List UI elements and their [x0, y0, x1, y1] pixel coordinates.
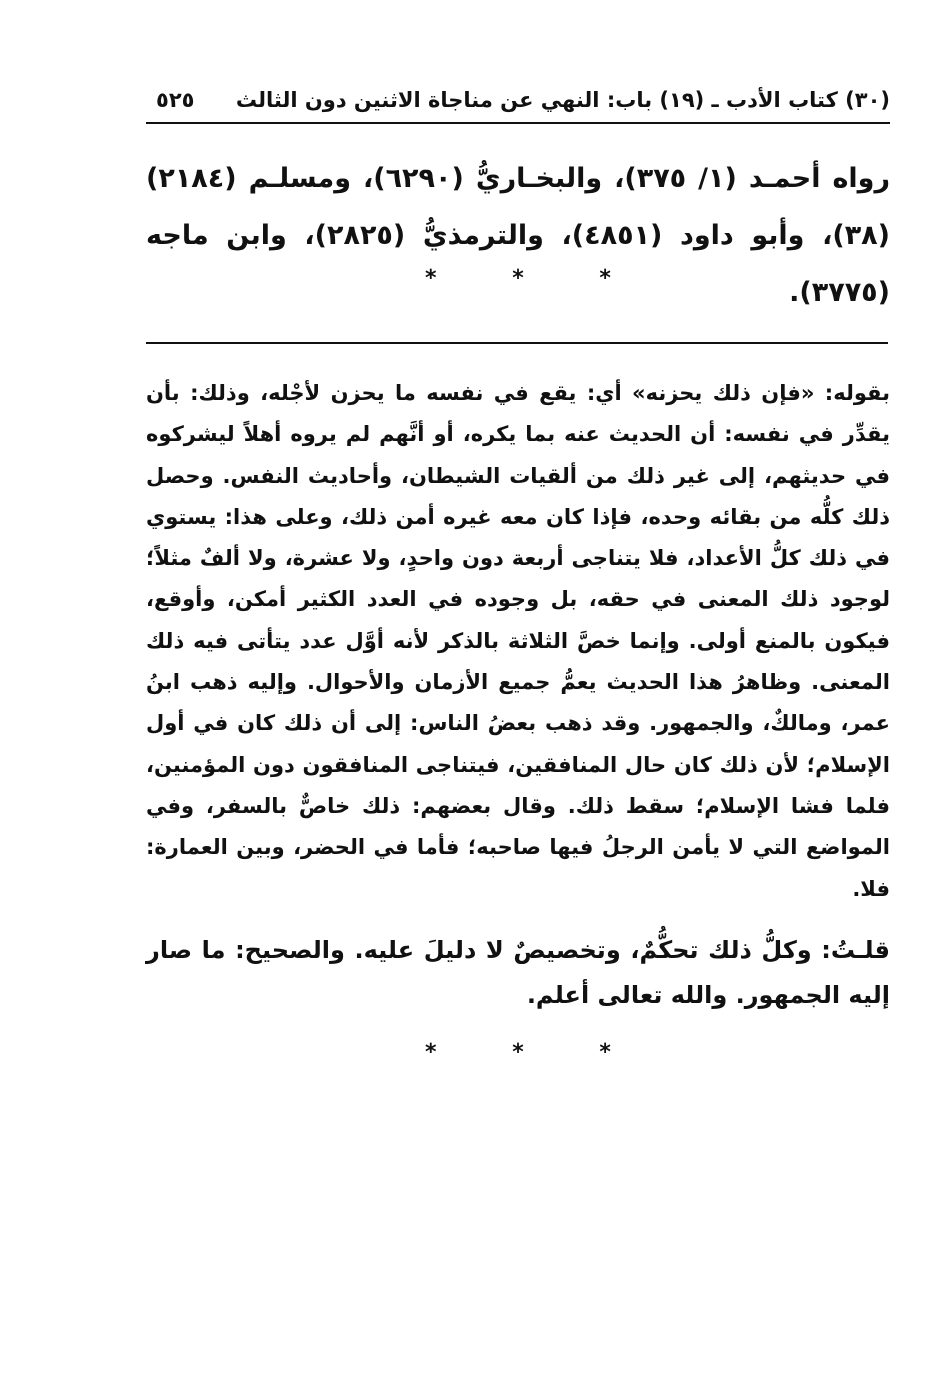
star-separator-top	[146, 266, 890, 291]
section-divider	[146, 342, 888, 344]
conclusion-paragraph: قلـتُ: وكلُّ ذلك تحكُّمٌ، وتخصيصٌ لا دليلَ عليه. والصحيح: ما صار إليه الجمهور. والله تعالى أعلم.	[146, 936, 890, 1009]
star-icon: *	[599, 266, 611, 291]
chapter-title: (٣٠) كتاب الأدب ـ (١٩) باب: النهي عن مناجاة الاثنين دون الثالث	[235, 88, 890, 112]
hadith-reference: رواه أحمـد (١/ ٣٧٥)، والبخـاريُّ (٦٢٩٠)، ومسلـم (٢١٨٤) (٣٨)، وأبو داود (٤٨٥١)، والترمذيُّ (٢٨٢٥)، وابن ماجه (٣٧٧٥).	[146, 163, 890, 308]
star-icon: *	[599, 1040, 611, 1065]
star-icon: *	[425, 1040, 437, 1065]
header-divider	[146, 122, 890, 124]
star-separator-bottom	[146, 1040, 890, 1065]
page-number: ٥٢٥	[156, 88, 195, 112]
page-header	[146, 88, 890, 120]
star-icon: *	[512, 266, 524, 291]
star-icon: *	[425, 266, 437, 291]
commentary-paragraph: بقوله: «فإن ذلك يحزنه» أي: يقع في نفسه ما يحزن لأجْله، وذلك: بأن يقدِّر في نفسه: أن الحديث عنه بما يكره، أو أنَّهم لم يروه أهلاً ليشركوه في حديثهم، إلى غير ذلك من ألقيات الشيطان، وأحاديث النفس. وحصل ذلك كلُّه من بقائه وحده، فإذا كان معه غيره أمن ذلك، وعلى هذا: يستوي في ذلك كلُّ الأعداد، فلا يتناجى أربعة دون واحدٍ، ولا عشرة، ولا ألفٌ مثلاً؛ لوجود ذلك المعنى في حقه، بل وجوده في العدد الكثير أمكن، وأوقع، فيكون بالمنع أولى. وإنما خصَّ الثلاثة بالذكر لأنه أوَّل عدد يتأتى فيه ذلك المعنى. وظاهرُ هذا الحديث يعمُّ جميع الأزمان والأحوال. وإليه ذهب ابنُ عمر، ومالكٌ، والجمهور. وقد ذهب بعضُ الناس: إلى أن ذلك كان في أول الإسلام؛ لأن ذلك كان حال المنافقين، فيتناجى المنافقون دون المؤمنين، فلما فشا الإسلام؛ سقط ذلك. وقال بعضهم: ذلك خاصٌّ بالسفر، وفي المواضع التي لا يأمن الرجلُ فيها صاحبه؛ فأما في الحضر، وبين العمارة: فلا.	[146, 381, 890, 901]
star-icon: *	[512, 1040, 524, 1065]
